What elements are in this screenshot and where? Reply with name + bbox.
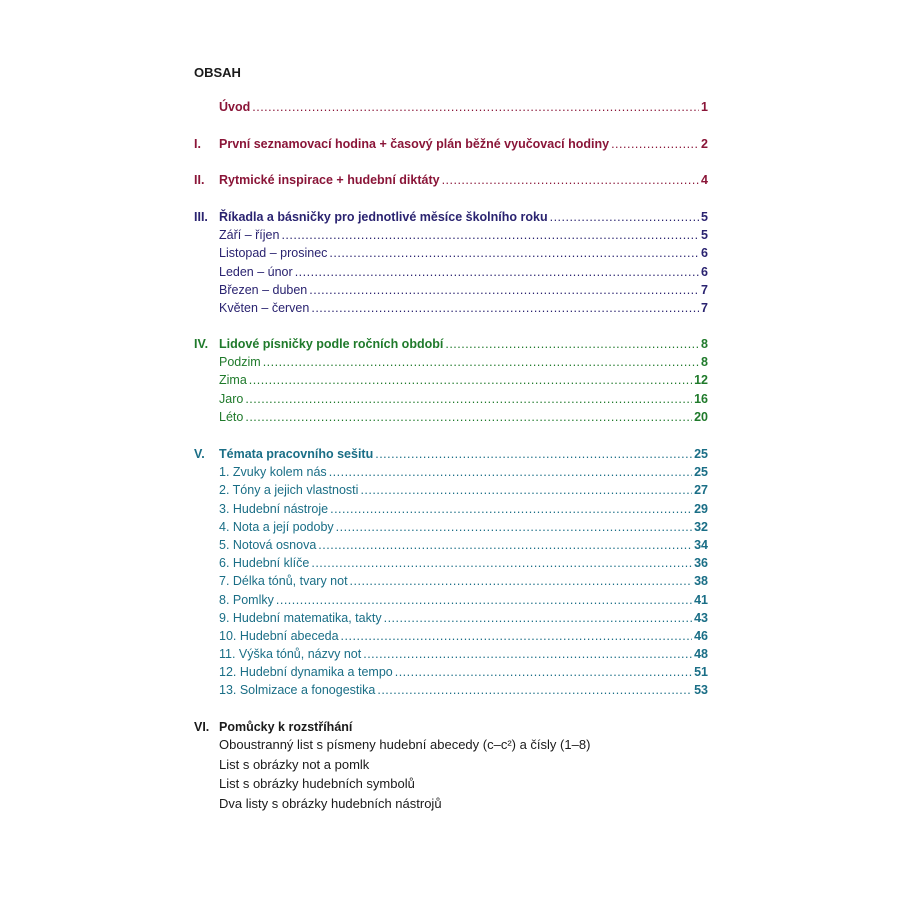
page-number: 2: [701, 137, 708, 151]
page-number: 7: [701, 282, 708, 297]
dot-leader: [311, 299, 699, 317]
entry-title: 10. Hudební abeceda: [219, 628, 339, 643]
toc-section: [194, 335, 708, 426]
toc-section-heading[interactable]: [194, 98, 708, 116]
toc-entry[interactable]: [194, 736, 708, 756]
entry-title: Březen – duben: [219, 282, 308, 297]
toc-entry[interactable]: [194, 756, 708, 776]
section-number: VI.: [194, 720, 210, 734]
section-number: IV.: [194, 337, 209, 351]
toc-entry[interactable]: [194, 299, 708, 317]
toc-entry[interactable]: [194, 518, 708, 536]
page-number: 16: [694, 391, 708, 406]
dot-leader: [263, 353, 699, 371]
dot-leader: [281, 226, 699, 244]
entry-title: Podzim: [219, 355, 261, 370]
entry-title: 12. Hudební dynamika a tempo: [219, 665, 393, 680]
dot-leader: [245, 390, 692, 408]
entry-title: 3. Hudební nástroje: [219, 501, 329, 516]
dot-leader: [360, 481, 692, 499]
page-number: 8: [701, 355, 708, 370]
toc-section: [194, 98, 708, 116]
page-number: 1: [701, 100, 708, 114]
toc-entry[interactable]: [194, 554, 708, 572]
entry-title: 13. Solmizace a fonogestika: [219, 683, 376, 698]
dot-leader: [611, 135, 699, 153]
entry-title: 5. Notová osnova: [219, 537, 317, 552]
toc-entry[interactable]: [194, 609, 708, 627]
dot-leader: [375, 445, 692, 463]
page-number: 20: [694, 409, 708, 424]
section-title: Rytmické inspirace + hudební diktáty: [219, 173, 440, 187]
page-number: 38: [694, 574, 708, 589]
dot-leader: [295, 263, 699, 281]
toc-entry[interactable]: [194, 353, 708, 371]
toc-entry[interactable]: [194, 408, 708, 426]
page-number: 41: [694, 592, 708, 607]
toc-entry[interactable]: [194, 226, 708, 244]
page-number: 12: [694, 373, 708, 388]
page-number: 6: [701, 264, 708, 279]
dot-leader: [550, 208, 699, 226]
entry-title: List s obrázky hudebních symbolů: [219, 776, 415, 792]
toc-entry[interactable]: [194, 463, 708, 481]
page-number: 36: [694, 556, 708, 571]
page-number: 34: [694, 537, 708, 552]
section-title: Říkadla a básničky pro jednotlivé měsíce školního roku: [219, 210, 548, 224]
toc-section: [194, 208, 708, 317]
dot-leader: [442, 171, 699, 189]
toc-section-heading[interactable]: [194, 335, 708, 353]
toc-section-heading[interactable]: [194, 135, 708, 153]
toc-entry[interactable]: [194, 500, 708, 518]
dot-leader: [350, 572, 693, 590]
dot-leader: [336, 518, 692, 536]
dot-leader: [384, 609, 693, 627]
entry-title: 8. Pomlky: [219, 592, 274, 607]
entry-title: 9. Hudební matematika, takty: [219, 610, 382, 625]
entry-title: List s obrázky not a pomlk: [219, 756, 370, 772]
section-number: II.: [194, 173, 205, 187]
toc-entry[interactable]: [194, 627, 708, 645]
toc-entry[interactable]: [194, 681, 708, 699]
toc-section-heading[interactable]: [194, 445, 708, 463]
toc-entry[interactable]: [194, 663, 708, 681]
section-title: První seznamovací hodina + časový plán běžné vyučovací hodiny: [219, 137, 610, 151]
entry-title: Jaro: [219, 391, 244, 406]
entry-title: Leden – únor: [219, 264, 293, 279]
page-number: 7: [701, 300, 708, 315]
toc-entry[interactable]: [194, 390, 708, 408]
dot-leader: [445, 335, 699, 353]
dot-leader: [329, 244, 699, 262]
dot-leader: [330, 500, 692, 518]
page-number: 27: [694, 483, 708, 498]
entry-title: Oboustranný list s písmeny hudební abecedy (c–c²) a čísly (1–8): [219, 737, 591, 753]
dot-leader: [377, 681, 692, 699]
dot-leader: [318, 536, 692, 554]
toc-section-heading[interactable]: [194, 171, 708, 189]
dot-leader: [245, 408, 692, 426]
toc-entry[interactable]: [194, 263, 708, 281]
section-title: Pomůcky k rozstříhání: [219, 720, 353, 734]
entry-title: 11. Výška tónů, názvy not: [219, 647, 362, 662]
page-number: 5: [701, 210, 708, 224]
entry-title: 2. Tóny a jejich vlastnosti: [219, 483, 359, 498]
page-number: 43: [694, 610, 708, 625]
toc-entry[interactable]: [194, 481, 708, 499]
page-number: 8: [701, 337, 708, 351]
entry-title: 7. Délka tónů, tvary not: [219, 574, 348, 589]
entry-title: Listopad – prosinec: [219, 246, 328, 261]
toc-entry[interactable]: [194, 591, 708, 609]
toc-entry[interactable]: [194, 371, 708, 389]
entry-title: Zima: [219, 373, 247, 388]
page-number: 5: [701, 228, 708, 243]
page-number: 48: [694, 647, 708, 662]
dot-leader: [329, 463, 692, 481]
dot-leader: [311, 554, 692, 572]
toc-section: [194, 445, 708, 700]
section-number: I.: [194, 137, 201, 151]
entry-title: Dva listy s obrázky hudebních nástrojů: [219, 795, 442, 811]
entry-title: 4. Nota a její podoby: [219, 519, 334, 534]
entry-title: Léto: [219, 409, 244, 424]
page-number: 4: [701, 173, 708, 187]
page-number: 29: [694, 501, 708, 516]
toc-section-heading[interactable]: [194, 718, 708, 736]
dot-leader: [395, 663, 692, 681]
page-number: 6: [701, 246, 708, 261]
toc-entry[interactable]: [194, 645, 708, 663]
page-number: 51: [694, 665, 708, 680]
toc-entry[interactable]: [194, 536, 708, 554]
entry-title: 6. Hudební klíče: [219, 556, 310, 571]
section-number: III.: [194, 210, 208, 224]
toc-section: [194, 135, 708, 153]
dot-leader: [341, 627, 693, 645]
section-number: V.: [194, 447, 205, 461]
page-number: 32: [694, 519, 708, 534]
entry-title: Září – říjen: [219, 228, 280, 243]
dot-leader: [309, 281, 699, 299]
section-title: Témata pracovního sešitu: [219, 447, 374, 461]
toc-entry[interactable]: [194, 572, 708, 590]
dot-leader: [363, 645, 692, 663]
toc-entry[interactable]: [194, 244, 708, 262]
toc-section: [194, 718, 708, 814]
page-title: OBSAH: [194, 65, 241, 80]
toc-section: [194, 171, 708, 189]
dot-leader: [249, 371, 692, 389]
page-number: 25: [694, 447, 708, 461]
toc-section-heading[interactable]: [194, 208, 708, 226]
entry-title: 1. Zvuky kolem nás: [219, 465, 327, 480]
page-number: 53: [694, 683, 708, 698]
page-number: 25: [694, 465, 708, 480]
section-title: Úvod: [219, 100, 251, 114]
toc-entry[interactable]: [194, 795, 708, 815]
page-number: 46: [694, 628, 708, 643]
section-title: Lidové písničky podle ročních období: [219, 337, 444, 351]
dot-leader: [276, 591, 692, 609]
dot-leader: [252, 98, 699, 116]
toc-entry[interactable]: [194, 775, 708, 795]
entry-title: Květen – červen: [219, 300, 310, 315]
toc-entry[interactable]: [194, 281, 708, 299]
